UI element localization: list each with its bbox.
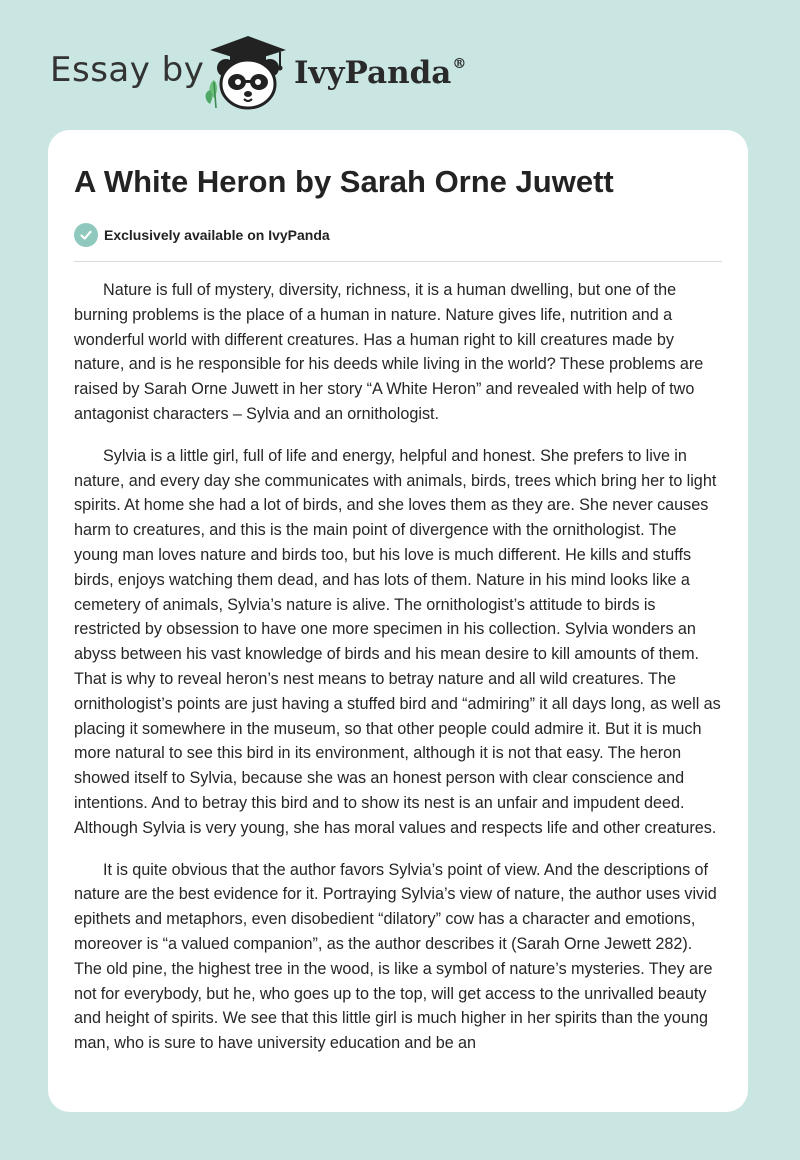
- paragraph: Sylvia is a little girl, full of life and energy, helpful and honest. She prefers to live in nature, and every day she communicates with animals, birds, trees which bring her to light spirits. At home she had a lot of birds, and she loves them as they are. She never causes harm to creatures, and this is the main point of divergence with the ornithologist. The young man loves nature and birds too, but his love is much different. He kills and stuffs birds, enjoys watching them dead, and has lots of them. Nature in his mind looks like a cemetery of animals, Sylvia’s nature is alive. The ornithologist’s attitude to birds is restricted by obsession to have one more specimen in his collection. Sylvia wonders an abyss between his vast knowledge of birds and his mean desire to kill amounts of them. That is why to reveal heron’s nest means to betray nature and all wild creatures. The ornithologist’s points are just having a stuffed bird and “admiring” it all days long, as well as placing it somewhere in the museum, so that other people could admire it. But it is much more natural to see this bird in its environment, although it is not that easy. The heron showed itself to Sylvia, because she was an honest person with clear conscience and intentions. And to betray this bird and to show its nest is an unfair and impudent deed. Although Sylvia is very young, she has moral values and respects life and other creatures.: [74, 446, 721, 837]
- site-header: [0, 0, 800, 130]
- paragraph: Nature is full of mystery, diversity, richness, it is a human dwelling, but one of the burning problems is the place of a human in nature. Nature gives life, nutrition and a wonderful world with different creatures. Has a human right to kill creatures made by nature, and is he responsible for his deeds while living in the world? These problems are raised by Sarah Orne Juwett in her story “A White Heron” and revealed with help of two antagonist characters – Sylvia and an ornithologist.: [74, 281, 704, 423]
- essay-card: [48, 130, 748, 1112]
- exclusive-badge: [74, 222, 330, 248]
- brand-name[interactable]: [294, 55, 466, 91]
- ivypanda-logo-icon[interactable]: [200, 32, 296, 112]
- essay-body: [74, 278, 724, 1073]
- title-divider: [74, 261, 722, 262]
- brand-name-text: IvyPanda: [294, 55, 452, 91]
- essay-by-label: Essay by: [50, 50, 205, 90]
- essay-title: A White Heron by Sarah Orne Juwett: [74, 164, 614, 199]
- checkmark-icon: [74, 223, 98, 247]
- exclusive-badge-label: Exclusively available on IvyPanda: [104, 227, 330, 243]
- paragraph: It is quite obvious that the author favors Sylvia’s point of view. And the descriptions of nature are the best evidence for it. Portraying Sylvia’s view of nature, the author uses vivid epithets and metaphors, even disobedient “dilatory” cow has a character and emotions, moreover is “a valued companion”, as the author describes it (Sarah Orne Jewett 282). The old pine, the highest tree in the wood, is like a symbol of nature’s mysteries. They are not for everybody, but he, who goes up to the top, will get access to the unrivalled beauty and height of spirits. We see that this little girl is much higher in her spirits than the young man, who is sure to have university education and be an: [74, 860, 717, 1053]
- registered-mark: ®: [452, 55, 467, 72]
